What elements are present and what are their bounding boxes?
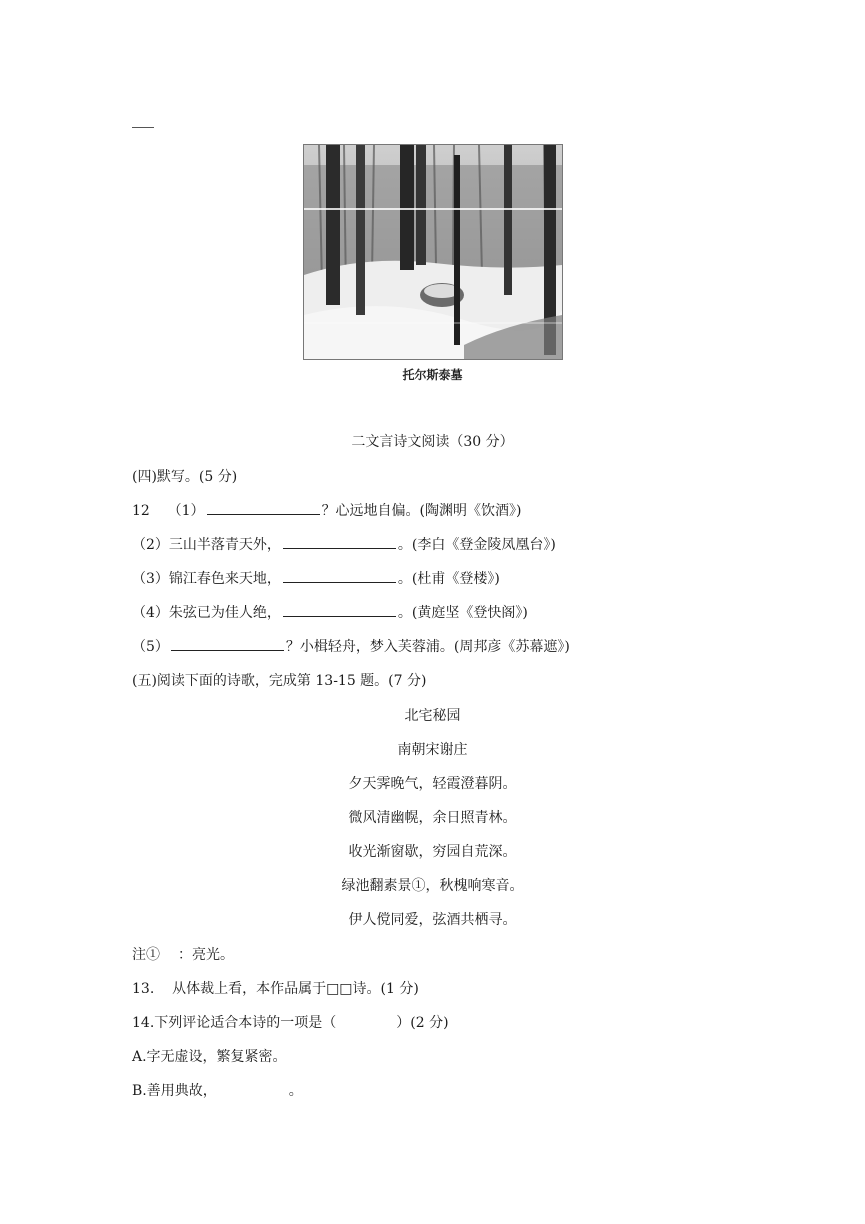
poem-line: 收光渐窗歇，穷园自荒深。: [348, 844, 517, 860]
q13-number: 13.: [132, 981, 155, 997]
item-text: 三山半落青天外，: [168, 537, 281, 553]
section-title: 二文言诗文阅读（30 分）: [351, 434, 514, 450]
tolstoy-grave-photo: [303, 144, 563, 360]
footnote: [132, 944, 234, 964]
answer-blank[interactable]: [171, 638, 284, 651]
answer-blank[interactable]: [283, 604, 396, 617]
option-b-start: B.善用典故，: [132, 1083, 217, 1099]
answer-blank[interactable]: [283, 570, 396, 583]
item-text: ？小楫轻舟，梦入芙蓉浦。(周邦彦《苏幕遮》): [285, 639, 570, 655]
q12-item-3: [132, 568, 500, 588]
question-14: [132, 1012, 449, 1032]
snow-forest-image: [304, 145, 562, 359]
item-number: （3）: [132, 571, 169, 587]
q12-number: 12: [132, 503, 150, 519]
answer-blank[interactable]: [283, 536, 396, 549]
item-text: 。(黄庭坚《登快阁》): [397, 605, 528, 621]
item-number: （4）: [132, 605, 169, 621]
item-text: 。(杜甫《登楼》): [397, 571, 500, 587]
option-b: [132, 1080, 303, 1100]
item-number: （1）: [167, 503, 205, 519]
poem-line: 夕天霁晚气，轻霞澄暮阴。: [348, 776, 517, 792]
item-text: 锦江春色来天地，: [168, 571, 281, 587]
option-a: A.字无虚设，繁复紧密。: [132, 1049, 287, 1065]
q14-stem-start: 14.下列评论适合本诗的一项是（: [132, 1015, 337, 1031]
figure-caption: 托尔斯泰墓: [402, 368, 463, 382]
poem-author: 南朝宋谢庄: [397, 742, 468, 758]
item-text: 。(李白《登金陵凤凰台》): [397, 537, 556, 553]
question-13: [132, 978, 419, 998]
q12-item-2: [132, 534, 556, 554]
item-number: （5）: [132, 639, 169, 655]
q12-item-4: [132, 602, 528, 622]
option-b-end: 。: [288, 1083, 303, 1099]
footnote-label: 注①: [132, 947, 160, 963]
q12-item-5: [132, 636, 570, 656]
part5-heading: (五)阅读下面的诗歌，完成第 13-15 题。(7 分): [132, 673, 427, 689]
item-number: （2）: [132, 537, 169, 553]
q14-stem-end: ）(2 分): [396, 1015, 449, 1031]
part4-heading: (四)默写。(5 分): [132, 469, 238, 485]
header-rule: [132, 127, 154, 128]
footnote-text: ：亮光。: [178, 947, 234, 963]
poem-line: 微风清幽幌，余日照青林。: [348, 810, 517, 826]
q13-text: 从体裁上看，本作品属于□□诗。(1 分): [172, 981, 419, 997]
item-text: 朱弦已为佳人绝，: [168, 605, 281, 621]
answer-blank[interactable]: [207, 502, 320, 515]
poem-title: 北宅秘园: [404, 708, 461, 724]
item-text: ？心远地自偏。(陶渊明《饮酒》): [321, 503, 522, 519]
poem-line: 绿池翻素景①，秋槐响寒音。: [341, 878, 524, 894]
poem-line: 伊人傥同爱，弦酒共栖寻。: [348, 912, 517, 928]
q12-item-1: [132, 500, 522, 520]
